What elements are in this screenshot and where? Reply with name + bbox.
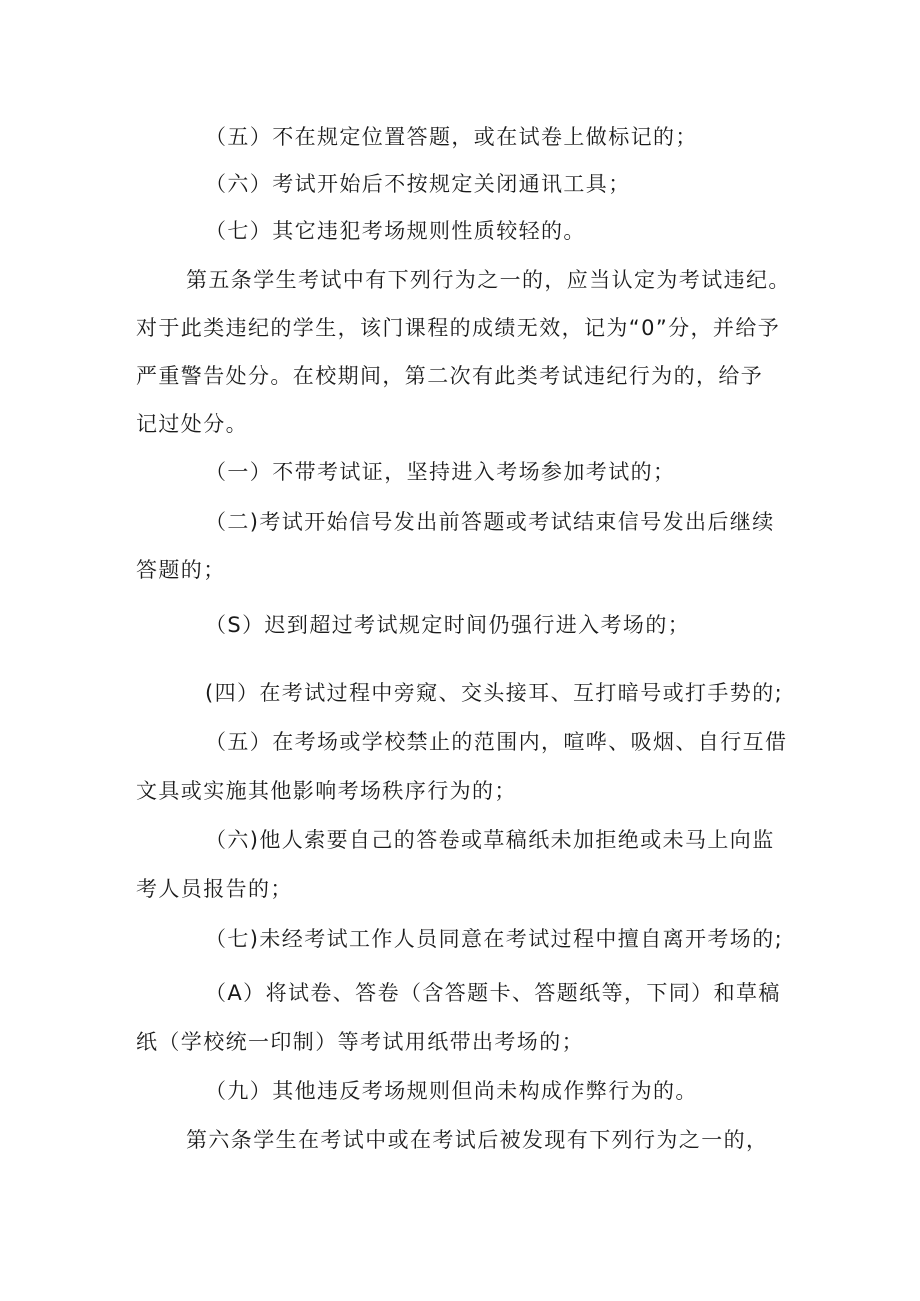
text-line: （二)考试开始信号发出前答题或考试结束信号发出后继续	[205, 510, 775, 534]
text-line: 答题的；	[136, 558, 226, 582]
text-line: （七)未经考试工作人员同意在考试过程中擅自离开考场的;	[205, 927, 784, 951]
text-line: 考人员报告的；	[136, 877, 293, 901]
text-line: （六）考试开始后不按规定关闭通讯工具；	[205, 172, 631, 196]
text-line: （一）不带考试证，坚持进入考场参加考试的；	[205, 460, 676, 484]
text-line: （五）不在规定位置答题，或在试卷上做标记的；	[205, 125, 698, 149]
text-line: （S）迟到超过考试规定时间仍强行进入考场的；	[205, 613, 691, 637]
text-line: （九）其他违反考场规则但尚未构成作弊行为的。	[205, 1079, 698, 1103]
text-line: 纸（学校统一印制）等考试用纸带出考场的；	[136, 1030, 584, 1054]
text-line: 对于此类违纪的学生，该门课程的成绩无效，记为“0”分，并给予	[136, 316, 781, 340]
text-line: 记过处分。	[136, 412, 248, 436]
text-line: 第六条学生在考试中或在考试后被发现有下列行为之一的，	[186, 1128, 769, 1152]
text-line: （五）在考场或学校禁止的范围内，喧哗、吸烟、自行互借	[205, 730, 788, 754]
text-line: (四）在考试过程中旁窥、交头接耳、互打暗号或打手势的;	[205, 681, 784, 705]
text-line: （七）其它违犯考场规则性质较轻的。	[205, 219, 586, 243]
text-line: （A）将试卷、答卷（含答题卡、答题纸等，下同）和草稿	[205, 981, 781, 1005]
text-line: 严重警告处分。在校期间，第二次有此类考试违纪行为的，给予	[136, 364, 764, 388]
text-line: （六)他人索要自己的答卷或草稿纸未加拒绝或未马上向监	[205, 828, 775, 852]
text-line: 第五条学生考试中有下列行为之一的，应当认定为考试违纪。	[186, 268, 791, 292]
text-line: 文具或实施其他影响考场秩序行为的；	[136, 779, 517, 803]
